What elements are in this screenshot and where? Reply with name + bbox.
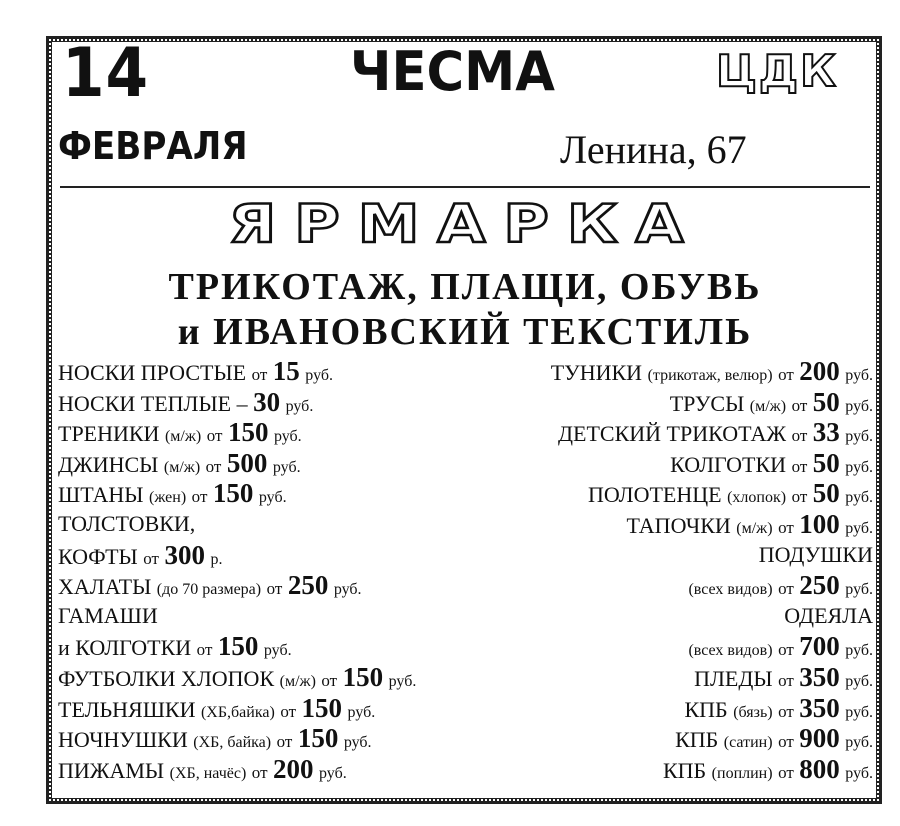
item-name: и КОЛГОТКИ [58, 635, 192, 661]
item-note: (м/ж) [749, 397, 787, 415]
price-item [58, 754, 468, 785]
item-unit: руб. [347, 703, 376, 721]
item-name: ТРЕНИКИ [58, 421, 160, 447]
item-price: 350 [799, 661, 840, 692]
item-unit: руб. [333, 581, 362, 599]
item-unit: руб. [263, 642, 292, 660]
item-price: 250 [799, 570, 840, 601]
goods-line-2-prefix: и [177, 311, 202, 353]
item-unit: руб. [388, 672, 417, 690]
item-from: от [778, 701, 794, 721]
item-note: (всех видов) [688, 581, 773, 599]
date-month: ФЕВРАЛЯ [58, 124, 248, 168]
item-name: ГАМАШИ [58, 602, 158, 628]
item-price: 700 [799, 631, 840, 662]
price-item [58, 662, 468, 693]
price-item [58, 509, 468, 540]
item-from: от [280, 701, 297, 721]
item-name: ТОЛСТОВКИ, [58, 510, 196, 536]
item-unit: руб. [845, 489, 873, 507]
item-from: от [321, 670, 338, 690]
item-unit: руб. [845, 764, 873, 782]
item-name: КПБ [662, 757, 707, 783]
item-name: ТРУСЫ [669, 390, 745, 416]
item-name: ДЕТСКИЙ ТРИКОТАЖ [558, 421, 787, 447]
item-name: ПОЛОТЕНЦЕ [587, 482, 722, 508]
item-from: от [251, 762, 268, 782]
item-name: КПБ [684, 696, 728, 722]
item-price: 150 [212, 478, 254, 509]
price-item [58, 478, 468, 509]
item-price: 500 [226, 447, 268, 478]
price-item [58, 356, 468, 387]
item-price: 250 [287, 570, 329, 601]
item-price: 150 [217, 631, 259, 662]
goods-line-2 [60, 313, 870, 351]
item-price: 100 [799, 508, 840, 539]
item-price: 150 [227, 417, 269, 448]
item-from: от [196, 640, 213, 660]
item-name: ДЖИНСЫ [58, 451, 159, 477]
fair-title: ЯРМАРКА [228, 192, 702, 255]
goods-line-1: ТРИКОТАЖ, ПЛАЩИ, ОБУВЬ [168, 266, 762, 308]
item-unit: руб. [845, 703, 873, 721]
item-unit: руб. [845, 367, 873, 384]
item-price: 150 [342, 661, 384, 692]
item-note: (трикотаж, велюр) [647, 367, 773, 384]
item-unit: руб. [845, 458, 873, 476]
item-unit: руб. [343, 734, 372, 752]
item-from: от [276, 732, 293, 752]
item-from: от [778, 517, 794, 537]
price-item [58, 387, 468, 418]
item-name: ШТАНЫ [58, 482, 144, 508]
item-from: от [778, 670, 794, 690]
price-item [455, 570, 873, 601]
price-item [455, 631, 873, 662]
item-name: НОСКИ ПРОСТЫЕ [58, 360, 247, 385]
item-note: (ХБ,байка) [200, 703, 275, 721]
price-item [455, 662, 873, 693]
item-from: от [778, 579, 794, 599]
item-note: (до 70 размера) [156, 581, 262, 599]
goods-line-2-text: ИВАНОВСКИЙ ТЕКСТИЛЬ [213, 311, 753, 353]
price-list-right [455, 356, 873, 784]
venue-name: ЦДК [716, 46, 838, 97]
item-unit: руб. [305, 367, 334, 384]
item-unit: руб. [845, 734, 873, 752]
item-price: 30 [253, 386, 281, 417]
item-from: от [266, 579, 283, 599]
venue-address: Ленина, 67 [560, 127, 747, 172]
header-divider [60, 186, 870, 188]
date-number: 14 [62, 34, 149, 113]
price-item [58, 693, 468, 724]
item-note: (поплин) [711, 764, 773, 782]
item-unit: руб. [845, 397, 873, 415]
item-unit: руб. [845, 642, 873, 660]
item-name: ТУНИКИ [550, 360, 643, 385]
price-item [455, 356, 873, 387]
item-name: ПЛЕДЫ [694, 665, 773, 691]
item-price: 150 [301, 692, 343, 723]
item-note: (ХБ, байка) [193, 734, 272, 752]
price-item [455, 693, 873, 724]
item-price: 900 [799, 723, 840, 754]
price-item [455, 478, 873, 509]
item-unit: руб. [845, 428, 873, 446]
item-unit: руб. [845, 519, 873, 537]
item-name: ТЕЛЬНЯШКИ [58, 696, 196, 722]
item-name: КОФТЫ [58, 543, 138, 569]
price-item [58, 723, 468, 754]
item-unit: руб. [258, 489, 287, 507]
price-item [58, 631, 468, 662]
item-name: НОСКИ ТЕПЛЫЕ – [58, 390, 248, 416]
price-item [58, 448, 468, 479]
item-unit: руб. [273, 428, 302, 446]
item-from: от [778, 365, 794, 384]
item-name: КПБ [675, 727, 719, 753]
item-from: от [778, 640, 794, 660]
item-name: НОЧНУШКИ [58, 727, 188, 753]
item-price: 50 [812, 386, 840, 417]
item-name: КОЛГОТКИ [670, 451, 787, 477]
item-note: (м/ж) [279, 672, 316, 690]
item-price: 15 [272, 356, 300, 386]
item-note: (м/ж) [163, 458, 201, 476]
item-from: от [791, 456, 808, 476]
item-name: ПИЖАМЫ [58, 757, 165, 783]
price-item [58, 570, 468, 601]
city-name: ЧЕСМА [350, 40, 555, 103]
price-item [58, 417, 468, 448]
item-note: (м/ж) [736, 519, 773, 537]
price-item [455, 540, 873, 571]
item-name: ТАПОЧКИ [626, 512, 731, 538]
item-note: (всех видов) [688, 642, 773, 660]
item-name: ФУТБОЛКИ ХЛОПОК [58, 665, 275, 691]
item-price: 350 [799, 692, 840, 723]
item-from: от [251, 365, 268, 384]
price-item [455, 754, 873, 785]
item-price: 150 [297, 723, 339, 754]
item-note: (жен) [149, 489, 187, 507]
item-from: от [791, 426, 808, 446]
item-note: (сатин) [723, 734, 773, 752]
item-from: от [206, 426, 223, 446]
item-unit: руб. [845, 672, 873, 690]
item-unit: руб. [845, 581, 873, 599]
item-price: 800 [799, 753, 840, 784]
price-item [58, 540, 468, 571]
item-unit: руб. [285, 397, 314, 415]
item-price: 200 [273, 753, 314, 784]
item-from: от [778, 762, 794, 782]
price-item [58, 601, 468, 632]
item-from: от [191, 487, 208, 507]
item-unit: руб. [319, 764, 347, 782]
item-note: (хлопок) [727, 489, 787, 507]
item-from: от [791, 395, 808, 415]
item-from: от [205, 456, 222, 476]
price-item [455, 509, 873, 540]
item-note: (бязь) [733, 703, 773, 721]
item-unit: р. [210, 550, 223, 568]
item-name: ХАЛАТЫ [58, 574, 152, 600]
item-note: (м/ж) [164, 428, 202, 446]
item-price: 50 [812, 447, 840, 478]
item-note: (ХБ, начёс) [169, 764, 247, 782]
item-price: 300 [164, 539, 205, 570]
price-item [455, 601, 873, 632]
item-from: от [143, 548, 159, 568]
price-list-left [58, 356, 468, 784]
price-item [455, 417, 873, 448]
item-from: от [778, 732, 794, 752]
item-price: 50 [812, 478, 840, 509]
item-from: от [791, 487, 808, 507]
item-name: ОДЕЯЛА [784, 602, 873, 628]
item-name: ПОДУШКИ [758, 541, 873, 567]
item-price: 200 [799, 356, 840, 386]
price-item [455, 387, 873, 418]
item-unit: руб. [272, 458, 301, 476]
price-item [455, 448, 873, 479]
item-price: 33 [812, 417, 840, 448]
price-item [455, 723, 873, 754]
